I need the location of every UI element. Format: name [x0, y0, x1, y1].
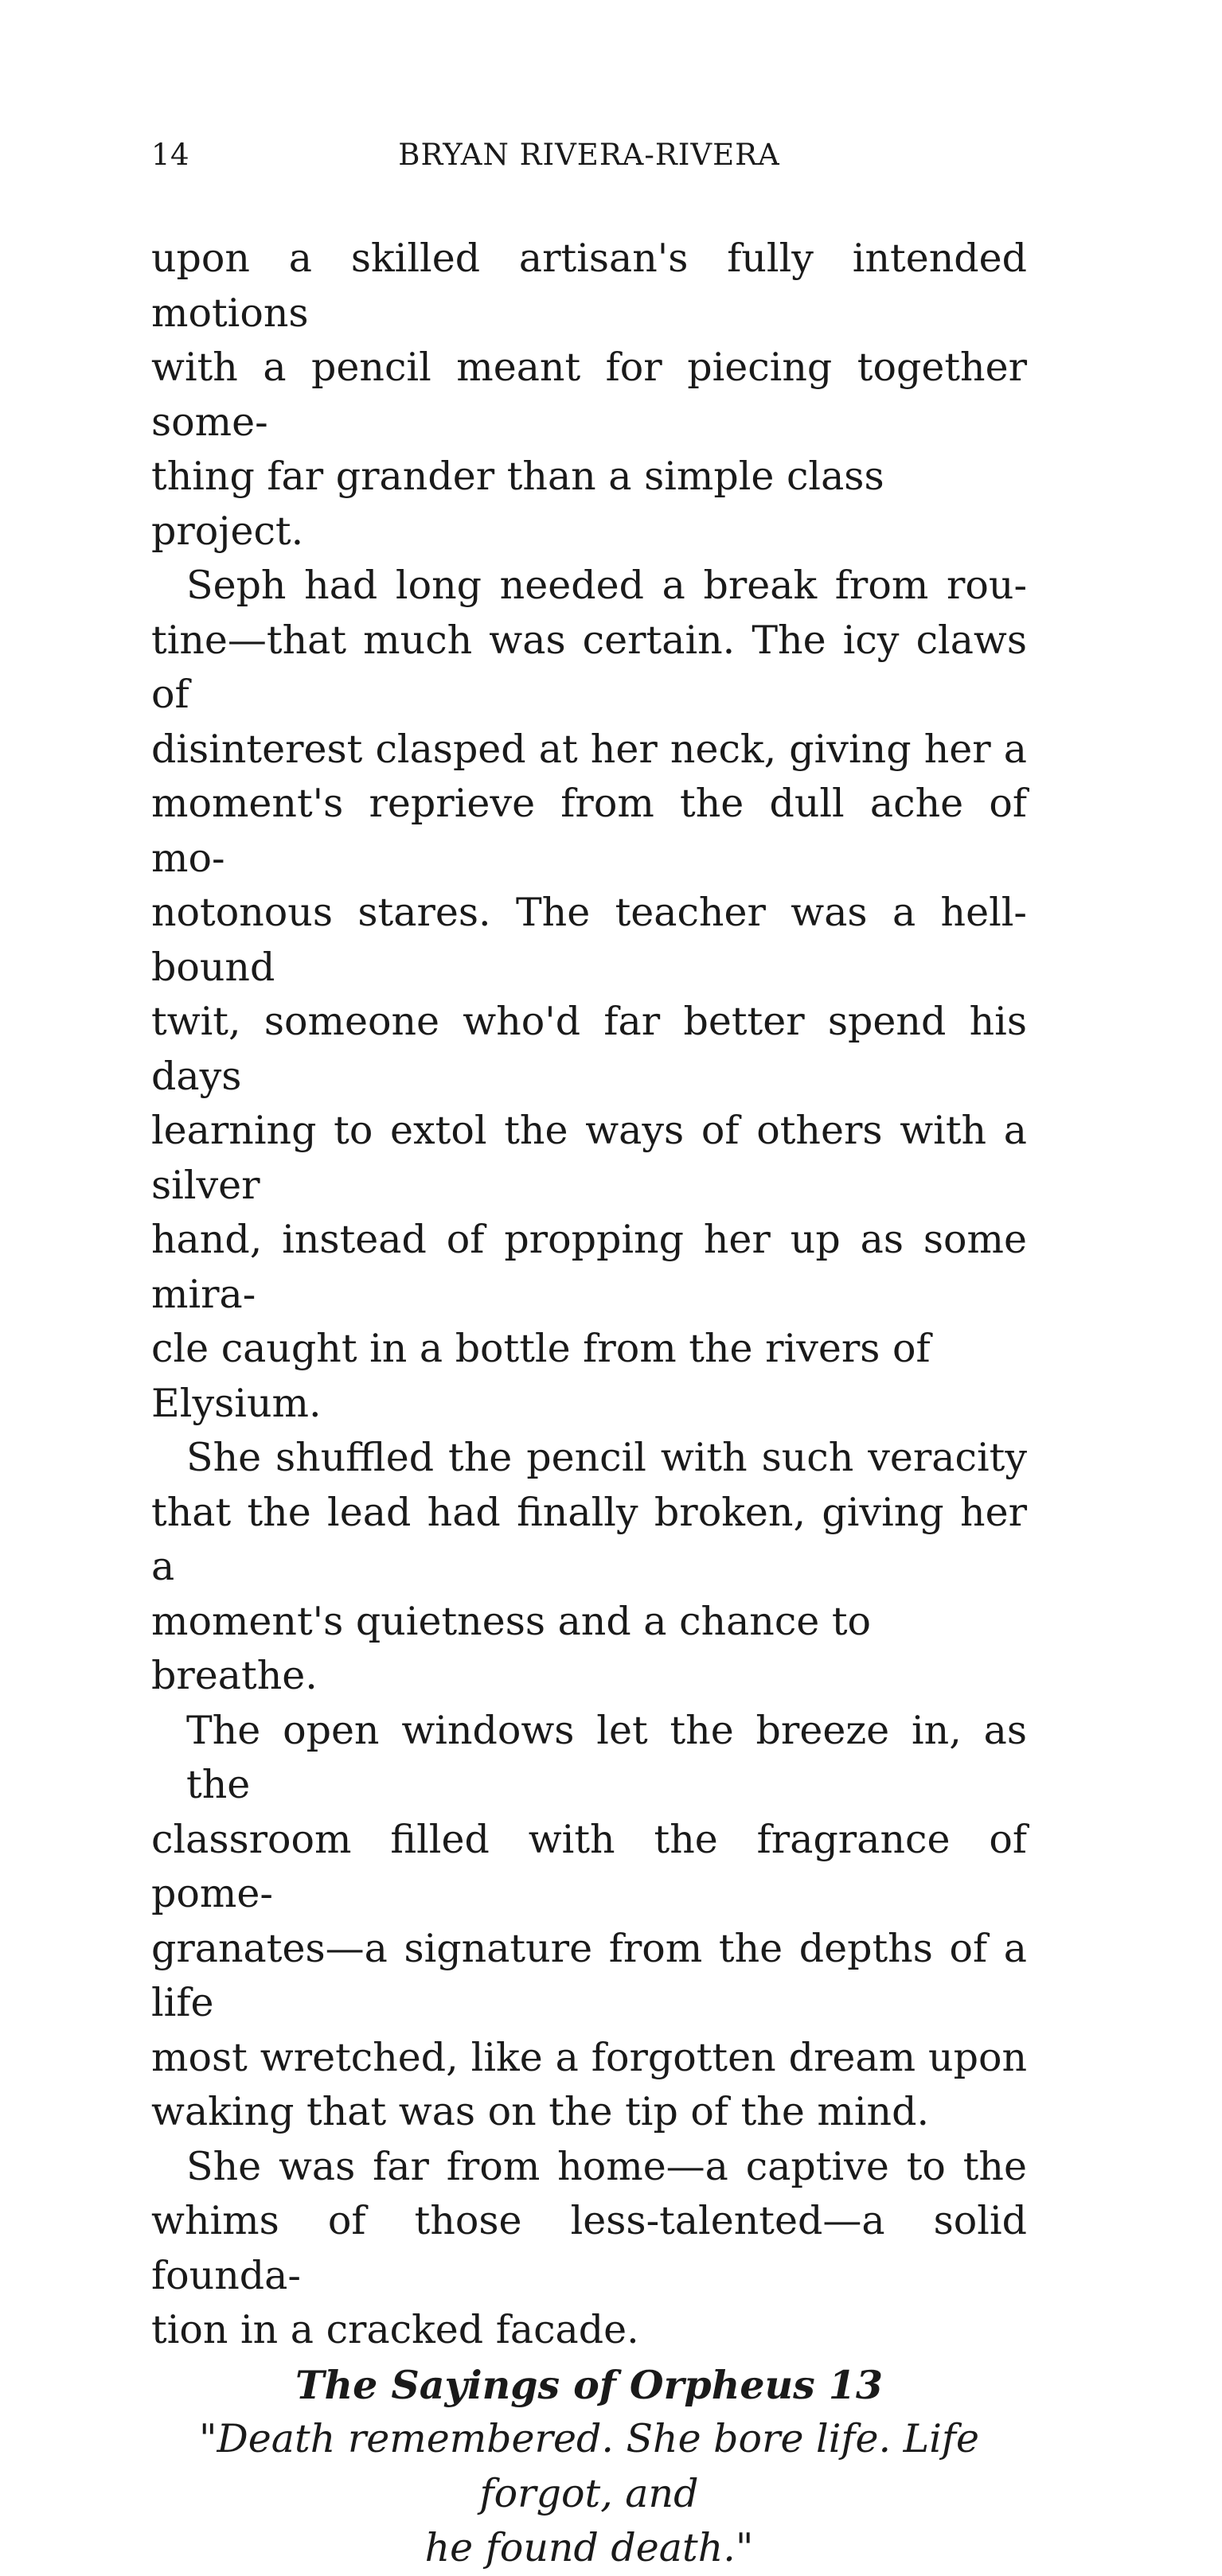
text-line: disinterest clasped at her neck, giving her a — [151, 726, 1027, 772]
text-line: upon a skilled artisan's fully intended motions — [151, 236, 1027, 336]
text-line: tion in a cracked facade. — [151, 2307, 639, 2352]
text-line: learning to extol the ways of others with a silver — [151, 1108, 1027, 1208]
text-line: The open windows let the breeze in, as the — [186, 1707, 1027, 1807]
paragraph-4 — [151, 1704, 1027, 2140]
text-line: whims of those less-talented—a solid founda- — [151, 2198, 1027, 2298]
epigraph-quote — [151, 2412, 1027, 2576]
text-line: notonous stares. The teacher was a hell-bound — [151, 890, 1027, 990]
text-line: waking that was on the tip of the mind. — [151, 2089, 930, 2134]
page-number: 14 — [151, 138, 190, 172]
text-line: moment's quietness and a chance to breathe. — [151, 1598, 872, 1698]
text-line: most wretched, like a forgotten dream upon — [151, 2034, 1027, 2080]
text-line: twit, someone who'd far better spend his days — [151, 999, 1027, 1099]
text-line: granates—a signature from the depths of a life — [151, 1925, 1027, 2025]
text-line: classroom filled with the fragrance of pome- — [151, 1816, 1027, 1916]
text-line: hand, instead of propping her up as some mira- — [151, 1217, 1027, 1317]
paragraph-5 — [151, 2140, 1027, 2358]
section-heading: The Sayings of Orpheus 13 — [295, 2361, 883, 2408]
text-line: tine—that much was certain. The icy claws of — [151, 617, 1027, 717]
text-line: thing far grander than a simple class project. — [151, 454, 884, 554]
text-line: Seph had long needed a break from rou- — [186, 563, 1027, 608]
quote-line: he found death." — [424, 2525, 754, 2570]
paragraph-3 — [151, 1431, 1027, 1704]
page-header — [151, 135, 1027, 175]
text-line: cle caught in a bottle from the rivers of Elysium. — [151, 1326, 931, 1426]
text-line: moment's reprieve from the dull ache of mo- — [151, 781, 1027, 881]
paragraph-2 — [151, 559, 1027, 1431]
text-line: She shuffled the pencil with such veracity — [186, 1435, 1027, 1480]
body-text — [151, 232, 1027, 2576]
quote-line: "Death remembered. She bore life. Life forgot, and — [198, 2416, 980, 2516]
text-line: She was far from home—a captive to the — [186, 2143, 1027, 2189]
paragraph-1 — [151, 232, 1027, 559]
text-line: with a pencil meant for piecing together some- — [151, 345, 1027, 445]
running-head-author: BRYAN RIVERA-RIVERA — [398, 138, 780, 172]
text-line: that the lead had finally broken, giving her a — [151, 1489, 1027, 1589]
